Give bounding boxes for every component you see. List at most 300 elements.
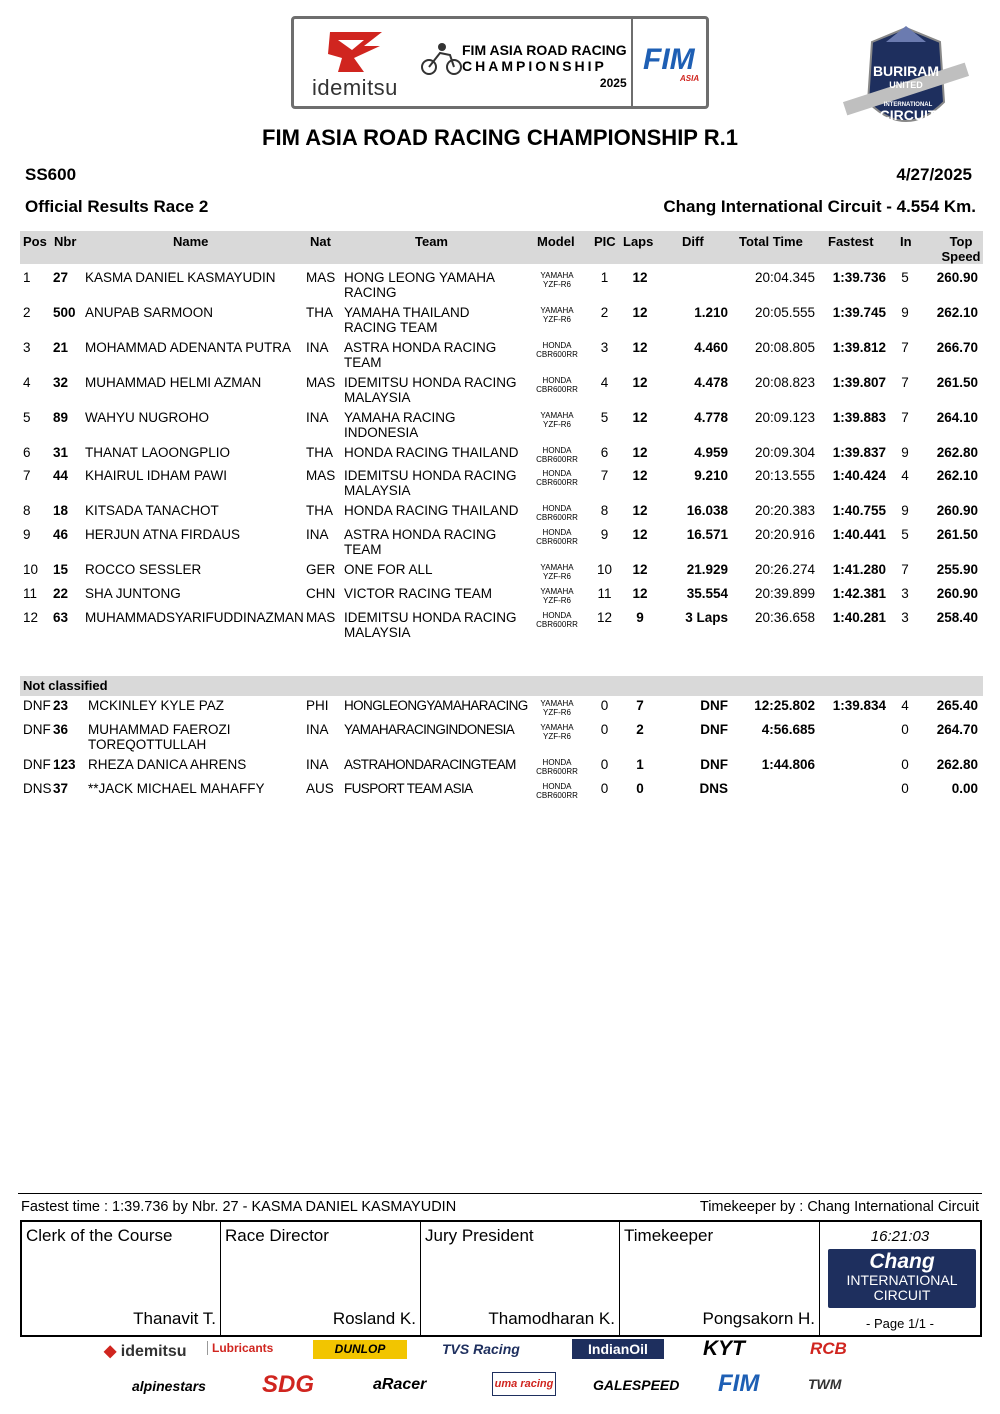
col-nbr: Nbr <box>54 234 77 249</box>
cell-model <box>528 446 586 464</box>
cell-total: 20:08.823 <box>754 375 815 390</box>
col-in: In <box>900 234 912 249</box>
model-make: HONDA <box>542 782 572 791</box>
model-make: YAMAHA <box>540 271 574 280</box>
col-total-time: Total Time <box>739 234 803 249</box>
cell-team <box>344 468 529 498</box>
sponsor-indianoil: IndianOil <box>572 1339 664 1359</box>
badge-text-international: INTERNATIONAL <box>883 102 933 108</box>
model-name: CBR600RR <box>536 791 578 800</box>
cell-laps: 12 <box>632 375 648 390</box>
model-name: YZF-R6 <box>543 732 571 741</box>
championship-logo-text <box>462 42 627 91</box>
cell-total: 20:36.658 <box>754 610 815 625</box>
cell-laps: 0 <box>636 781 644 796</box>
name-line1: RHEZA DANICA AHRENS <box>88 757 247 772</box>
cell-model <box>528 611 586 629</box>
cell-team <box>344 610 529 640</box>
cell-model <box>528 341 586 359</box>
sponsor-tvs: TVS Racing <box>442 1341 520 1357</box>
team-line1: IDEMITSU HONDA RACING <box>344 468 517 483</box>
cell-name: ROCCO SESSLER <box>85 562 202 577</box>
chang-circuit: CIRCUIT <box>873 1287 931 1303</box>
cell-speed: 262.10 <box>936 468 978 483</box>
model-make: YAMAHA <box>540 723 574 732</box>
col-model: Model <box>537 234 575 249</box>
cell-fastest: 1:40.441 <box>832 527 886 542</box>
cell-nat: MAS <box>306 270 336 285</box>
cell-pos: 8 <box>23 503 31 518</box>
cell-name: MUHAMMADSYARIFUDDINAZMAN <box>85 610 304 625</box>
champ-line1: FIM ASIA ROAD RACING <box>462 42 627 58</box>
champ-line2: CHAMPIONSHIP <box>462 58 607 74</box>
col-nat: Nat <box>310 234 331 249</box>
cell-pic: 7 <box>600 468 609 483</box>
cell-model <box>528 758 586 776</box>
cell-fastest: 1:39.834 <box>832 698 886 713</box>
cell-model <box>528 411 586 429</box>
model-name: CBR600RR <box>536 513 578 522</box>
footer-divider <box>18 1193 982 1194</box>
team-line1: IDEMITSU HONDA RACING <box>344 610 517 625</box>
signature-name: Rosland K. <box>332 1309 416 1328</box>
cell-in: 0 <box>901 757 909 772</box>
cell-team <box>344 445 529 460</box>
cell-model <box>528 469 586 487</box>
cell-diff: DNF <box>700 757 728 772</box>
team-line2: RACING TEAM <box>344 320 438 335</box>
not-classified-label: Not classified <box>23 678 108 693</box>
cell-pos: 11 <box>23 586 38 601</box>
cell-nat: MAS <box>306 468 336 483</box>
cell-in: 4 <box>901 468 909 483</box>
sponsor-uma-racing: uma racing <box>492 1372 556 1396</box>
cell-diff: 1.210 <box>694 305 728 320</box>
circuit-name: Chang International Circuit - 4.554 Km. <box>663 197 976 216</box>
results-table-header <box>20 231 983 264</box>
name-line2: TOREQOTTULLAH <box>88 737 207 752</box>
model-name: CBR600RR <box>536 455 578 464</box>
cell-pic: 0 <box>600 757 609 772</box>
cell-pic: 3 <box>600 340 609 355</box>
col-speed: Speed <box>941 249 981 264</box>
signature-race-director <box>221 1222 421 1335</box>
signature-jury-president <box>421 1222 620 1335</box>
cell-pos: 10 <box>23 562 39 577</box>
cell-pos: 3 <box>23 340 31 355</box>
cell-total: 20:05.555 <box>754 305 815 320</box>
cell-team <box>344 410 529 440</box>
cell-name: KASMA DANIEL KASMAYUDIN <box>85 270 276 285</box>
sponsor-lubricants: Lubricants <box>207 1341 273 1355</box>
cell-fastest: 1:40.755 <box>832 503 886 518</box>
not-classified-header <box>20 676 983 696</box>
cell-in: 7 <box>901 562 909 577</box>
idemitsu-logo-icon <box>324 28 384 76</box>
sponsor-alpinestars: alpinestars <box>132 1378 206 1394</box>
model-make: YAMAHA <box>540 699 574 708</box>
cell-nat: CHN <box>306 586 336 601</box>
sponsor-sdg: SDG <box>262 1371 315 1398</box>
cell-diff: DNF <box>700 698 728 713</box>
model-name: CBR600RR <box>536 385 578 394</box>
cell-team <box>344 375 529 405</box>
cell-pic: 9 <box>600 527 609 542</box>
cell-pos: DNF <box>23 757 51 772</box>
cell-nat: INA <box>306 722 329 737</box>
cell-diff: 4.959 <box>694 445 728 460</box>
cell-diff: 21.929 <box>686 562 728 577</box>
cell-nbr: 18 <box>53 503 69 518</box>
cell-team <box>344 340 529 370</box>
model-make: HONDA <box>542 758 572 767</box>
cell-laps: 12 <box>632 340 648 355</box>
chang-wordmark: Chang <box>869 1250 935 1273</box>
model-make: YAMAHA <box>540 411 574 420</box>
cell-nat: THA <box>306 445 333 460</box>
page-number: - Page 1/1 - <box>866 1316 934 1331</box>
cell-laps: 12 <box>632 562 648 577</box>
cell-total: 20:09.304 <box>754 445 815 460</box>
cell-diff: 35.554 <box>686 586 728 601</box>
cell-speed: 266.70 <box>936 340 978 355</box>
cell-team: HONGLEONGYAMAHARACING <box>344 698 528 713</box>
model-name: CBR600RR <box>536 620 578 629</box>
cell-fastest: 1:39.837 <box>832 445 886 460</box>
col-pos: Pos <box>23 234 47 249</box>
signature-title: Timekeeper <box>624 1226 714 1245</box>
sponsor-twm: TWM <box>808 1376 842 1392</box>
model-name: CBR600RR <box>536 537 578 546</box>
team-line2: RACING <box>344 285 397 300</box>
col-top-speed <box>941 234 981 264</box>
cell-pos: 2 <box>23 305 31 320</box>
signature-title: Race Director <box>225 1226 329 1245</box>
cell-pos: 9 <box>23 527 31 542</box>
cell-fastest: 1:41.280 <box>832 562 886 577</box>
cell-team <box>344 527 529 557</box>
cell-total: 4:56.685 <box>761 722 815 737</box>
cell-laps: 1 <box>636 757 644 772</box>
model-name: CBR600RR <box>536 478 578 487</box>
cell-name: WAHYU NUGROHO <box>85 410 209 425</box>
cell-speed: 262.10 <box>936 305 978 320</box>
cell-team <box>344 586 529 601</box>
cell-pic: 8 <box>600 503 609 518</box>
cell-in: 0 <box>901 722 909 737</box>
cell-model <box>528 271 586 289</box>
col-top: Top <box>949 234 973 249</box>
cell-pos: 12 <box>23 610 39 625</box>
fim-logo: FIM <box>643 43 695 76</box>
cell-model <box>528 504 586 522</box>
cell-diff: 4.778 <box>694 410 728 425</box>
cell-pic: 1 <box>600 270 609 285</box>
cell-nat: MAS <box>306 610 336 625</box>
banner-divider <box>631 19 633 106</box>
cell-in: 3 <box>901 586 909 601</box>
model-name: CBR600RR <box>536 767 578 776</box>
team-line1: YAMAHA THAILAND <box>344 305 470 320</box>
class-label: SS600 <box>25 165 77 184</box>
cell-team: ASTRAHONDARACINGTEAM <box>344 757 516 772</box>
team-line1: ONE FOR ALL <box>344 562 433 577</box>
cell-model <box>528 587 586 605</box>
cell-laps: 12 <box>632 410 648 425</box>
model-make: HONDA <box>542 469 572 478</box>
cell-speed: 261.50 <box>936 375 978 390</box>
team-line1: ASTRA HONDA RACING <box>344 527 497 542</box>
cell-speed: 262.80 <box>936 445 978 460</box>
col-team: Team <box>415 234 448 249</box>
cell-name: MOHAMMAD ADENANTA PUTRA <box>85 340 292 355</box>
team-line2: TEAM <box>344 542 382 557</box>
fastest-time-note: Fastest time : 1:39.736 by Nbr. 27 - KASMA DANIEL KASMAYUDIN <box>21 1199 457 1215</box>
cell-laps: 12 <box>632 270 648 285</box>
cell-total: 20:39.899 <box>754 586 815 601</box>
cell-in: 9 <box>901 305 909 320</box>
name-line1: MCKINLEY KYLE PAZ <box>88 698 225 713</box>
cell-nbr: 89 <box>53 410 69 425</box>
cell-laps: 12 <box>632 503 648 518</box>
cell-nat: MAS <box>306 375 336 390</box>
cell-pos: DNF <box>23 698 51 713</box>
cell-total: 12:25.802 <box>754 698 815 713</box>
signature-name: Pongsakorn H. <box>702 1309 815 1328</box>
cell-speed: 258.40 <box>936 610 978 625</box>
cell-fastest: 1:39.812 <box>832 340 886 355</box>
model-make: HONDA <box>542 504 572 513</box>
signature-name: Thanavit T. <box>133 1309 216 1328</box>
cell-in: 5 <box>901 527 909 542</box>
cell-speed: 264.10 <box>936 410 978 425</box>
cell-pos: 4 <box>23 375 31 390</box>
cell-speed: 265.40 <box>936 698 978 713</box>
cell-total: 20:26.274 <box>754 562 815 577</box>
cell-nat: INA <box>306 340 329 355</box>
chang-international: INTERNATIONAL <box>846 1272 958 1288</box>
cell-pic: 0 <box>600 781 609 796</box>
cell-nbr: 123 <box>53 757 76 772</box>
model-make: HONDA <box>542 528 572 537</box>
team-line1: HONDA RACING THAILAND <box>344 503 519 518</box>
cell-pic: 0 <box>600 722 609 737</box>
cell-diff: DNF <box>700 722 728 737</box>
cell-laps: 7 <box>636 698 644 713</box>
cell-nbr: 15 <box>53 562 69 577</box>
col-fastest: Fastest <box>828 234 874 249</box>
idemitsu-wordmark: idemitsu <box>312 75 398 100</box>
team-line1: YAMAHA RACING <box>344 410 456 425</box>
signature-name: Thamodharan K. <box>488 1309 615 1328</box>
sponsor-idemitsu: ◆ idemitsu <box>104 1343 187 1360</box>
signature-clerk <box>22 1222 221 1335</box>
cell-total: 20:13.555 <box>754 468 815 483</box>
cell-model <box>528 306 586 324</box>
sponsor-kyt: KYT <box>703 1337 745 1360</box>
signature-title: Jury President <box>425 1226 534 1245</box>
cell-pic: 10 <box>596 562 613 577</box>
cell-nbr: 27 <box>53 270 69 285</box>
cell-laps: 12 <box>632 527 648 542</box>
cell-fastest: 1:39.745 <box>832 305 886 320</box>
cell-team: YAMAHARACINGINDONESIA <box>344 722 515 737</box>
model-name: YZF-R6 <box>543 596 571 605</box>
team-line1: ASTRA HONDA RACING <box>344 340 497 355</box>
model-name: YZF-R6 <box>543 420 571 429</box>
model-make: HONDA <box>542 611 572 620</box>
cell-pic: 12 <box>596 610 613 625</box>
team-line1: HONG LEONG YAMAHA <box>344 270 496 285</box>
cell-name <box>88 757 303 772</box>
name-line1: **JACK MICHAEL MAHAFFY <box>88 781 265 796</box>
cell-fastest: 1:40.281 <box>832 610 886 625</box>
cell-model <box>528 563 586 581</box>
cell-nbr: 44 <box>53 468 69 483</box>
cell-speed: 0.00 <box>951 781 978 796</box>
cell-nbr: 23 <box>53 698 69 713</box>
team-line1: IDEMITSU HONDA RACING <box>344 375 517 390</box>
cell-nbr: 37 <box>53 781 69 796</box>
cell-pic: 4 <box>600 375 609 390</box>
sponsor-fim: FIM <box>718 1370 760 1397</box>
cell-nat: THA <box>306 305 333 320</box>
sponsor-aracer: aRacer <box>373 1376 427 1393</box>
cell-name: THANAT LAOONGPLIO <box>85 445 231 460</box>
col-pic: PIC <box>594 234 616 249</box>
signature-timekeeper <box>620 1222 820 1335</box>
cell-model <box>528 528 586 546</box>
cell-diff: 16.038 <box>686 503 728 518</box>
championship-banner <box>291 16 709 109</box>
cell-name <box>88 722 303 752</box>
model-make: HONDA <box>542 376 572 385</box>
sponsor-idemitsu-text: idemitsu <box>120 1343 187 1360</box>
cell-team: FUSPORT TEAM ASIA <box>344 781 473 796</box>
cell-speed: 264.70 <box>936 722 978 737</box>
cell-total: 20:20.383 <box>754 503 815 518</box>
fim-asia-label: ASIA <box>680 74 700 83</box>
cell-pos: DNS <box>23 781 52 796</box>
cell-nbr: 31 <box>53 445 69 460</box>
cell-laps: 12 <box>632 305 648 320</box>
team-line2: MALAYSIA <box>344 483 411 498</box>
cell-total: 1:44.806 <box>761 757 815 772</box>
cell-laps: 12 <box>632 586 648 601</box>
cell-in: 7 <box>901 340 909 355</box>
cell-in: 5 <box>901 270 909 285</box>
cell-fastest: 1:40.424 <box>832 468 886 483</box>
cell-in: 4 <box>901 698 909 713</box>
cell-diff: 4.478 <box>694 375 728 390</box>
sponsor-galespeed: GALESPEED <box>593 1377 680 1393</box>
cell-diff: 4.460 <box>694 340 728 355</box>
col-diff: Diff <box>682 234 704 249</box>
model-name: YZF-R6 <box>543 315 571 324</box>
cell-nbr: 36 <box>53 722 69 737</box>
sponsor-dunlop: DUNLOP <box>313 1340 407 1359</box>
cell-nbr: 32 <box>53 375 69 390</box>
cell-speed: 261.50 <box>936 527 978 542</box>
model-make: YAMAHA <box>540 587 574 596</box>
team-line1: VICTOR RACING TEAM <box>344 586 493 601</box>
badge-text-united: UNITED <box>889 80 923 90</box>
signature-title: Clerk of the Course <box>26 1226 173 1245</box>
print-time: 16:21:03 <box>870 1228 930 1245</box>
champ-year: 2025 <box>599 76 627 90</box>
model-make: YAMAHA <box>540 563 574 572</box>
cell-pos: 7 <box>23 468 31 483</box>
cell-pos: 1 <box>23 270 31 285</box>
cell-total: 20:08.805 <box>754 340 815 355</box>
name-line1: MUHAMMAD FAEROZI <box>88 722 231 737</box>
cell-pic: 0 <box>600 698 609 713</box>
page-title: FIM ASIA ROAD RACING CHAMPIONSHIP R.1 <box>262 125 738 150</box>
cell-model <box>528 376 586 394</box>
model-make: HONDA <box>542 446 572 455</box>
model-name: YZF-R6 <box>543 280 571 289</box>
cell-speed: 260.90 <box>936 586 978 601</box>
cell-nat: GER <box>306 562 336 577</box>
cell-nbr: 500 <box>53 305 76 320</box>
model-make: YAMAHA <box>540 306 574 315</box>
cell-nat: AUS <box>306 781 334 796</box>
cell-total: 20:04.345 <box>754 270 815 285</box>
model-name: YZF-R6 <box>543 708 571 717</box>
cell-pic: 11 <box>597 586 612 601</box>
cell-fastest: 1:42.381 <box>832 586 886 601</box>
cell-fastest: 1:39.736 <box>832 270 886 285</box>
model-name: CBR600RR <box>536 350 578 359</box>
cell-fastest: 1:39.883 <box>832 410 886 425</box>
cell-name: ANUPAB SARMOON <box>85 305 214 320</box>
cell-name: HERJUN ATNA FIRDAUS <box>85 527 241 542</box>
cell-team <box>344 270 529 300</box>
chang-circuit-logo <box>828 1249 976 1308</box>
col-name: Name <box>173 234 209 249</box>
cell-laps: 2 <box>636 722 644 737</box>
race-date: 4/27/2025 <box>896 165 972 184</box>
cell-name: KHAIRUL IDHAM PAWI <box>85 468 228 483</box>
team-line2: MALAYSIA <box>344 625 411 640</box>
cell-pic: 6 <box>600 445 609 460</box>
team-line2: TEAM <box>344 355 382 370</box>
cell-name: KITSADA TANACHOT <box>85 503 219 518</box>
timekeeper-by-note: Timekeeper by : Chang International Circuit <box>699 1199 979 1215</box>
cell-speed: 262.80 <box>936 757 978 772</box>
cell-diff: DNS <box>699 781 728 796</box>
cell-team <box>344 503 529 518</box>
session-title: Official Results Race 2 <box>25 197 209 216</box>
team-line1: HONDA RACING THAILAND <box>344 445 519 460</box>
cell-speed: 260.90 <box>936 270 978 285</box>
cell-total: 20:09.123 <box>754 410 815 425</box>
sponsor-rcb: RCB <box>810 1339 847 1358</box>
cell-diff: 9.210 <box>694 468 728 483</box>
cell-in: 9 <box>901 503 909 518</box>
cell-in: 9 <box>901 445 909 460</box>
badge-text-buriram: BURIRAM <box>872 63 940 79</box>
cell-name <box>88 698 303 713</box>
cell-in: 7 <box>901 375 909 390</box>
cell-laps: 12 <box>632 445 648 460</box>
cell-nat: INA <box>306 410 329 425</box>
cell-diff: 3 Laps <box>685 610 728 625</box>
cell-name: MUHAMMAD HELMI AZMAN <box>85 375 262 390</box>
cell-laps: 12 <box>632 468 648 483</box>
badge-text-circuit: CIRCUIT <box>879 107 937 123</box>
model-make: HONDA <box>542 341 572 350</box>
